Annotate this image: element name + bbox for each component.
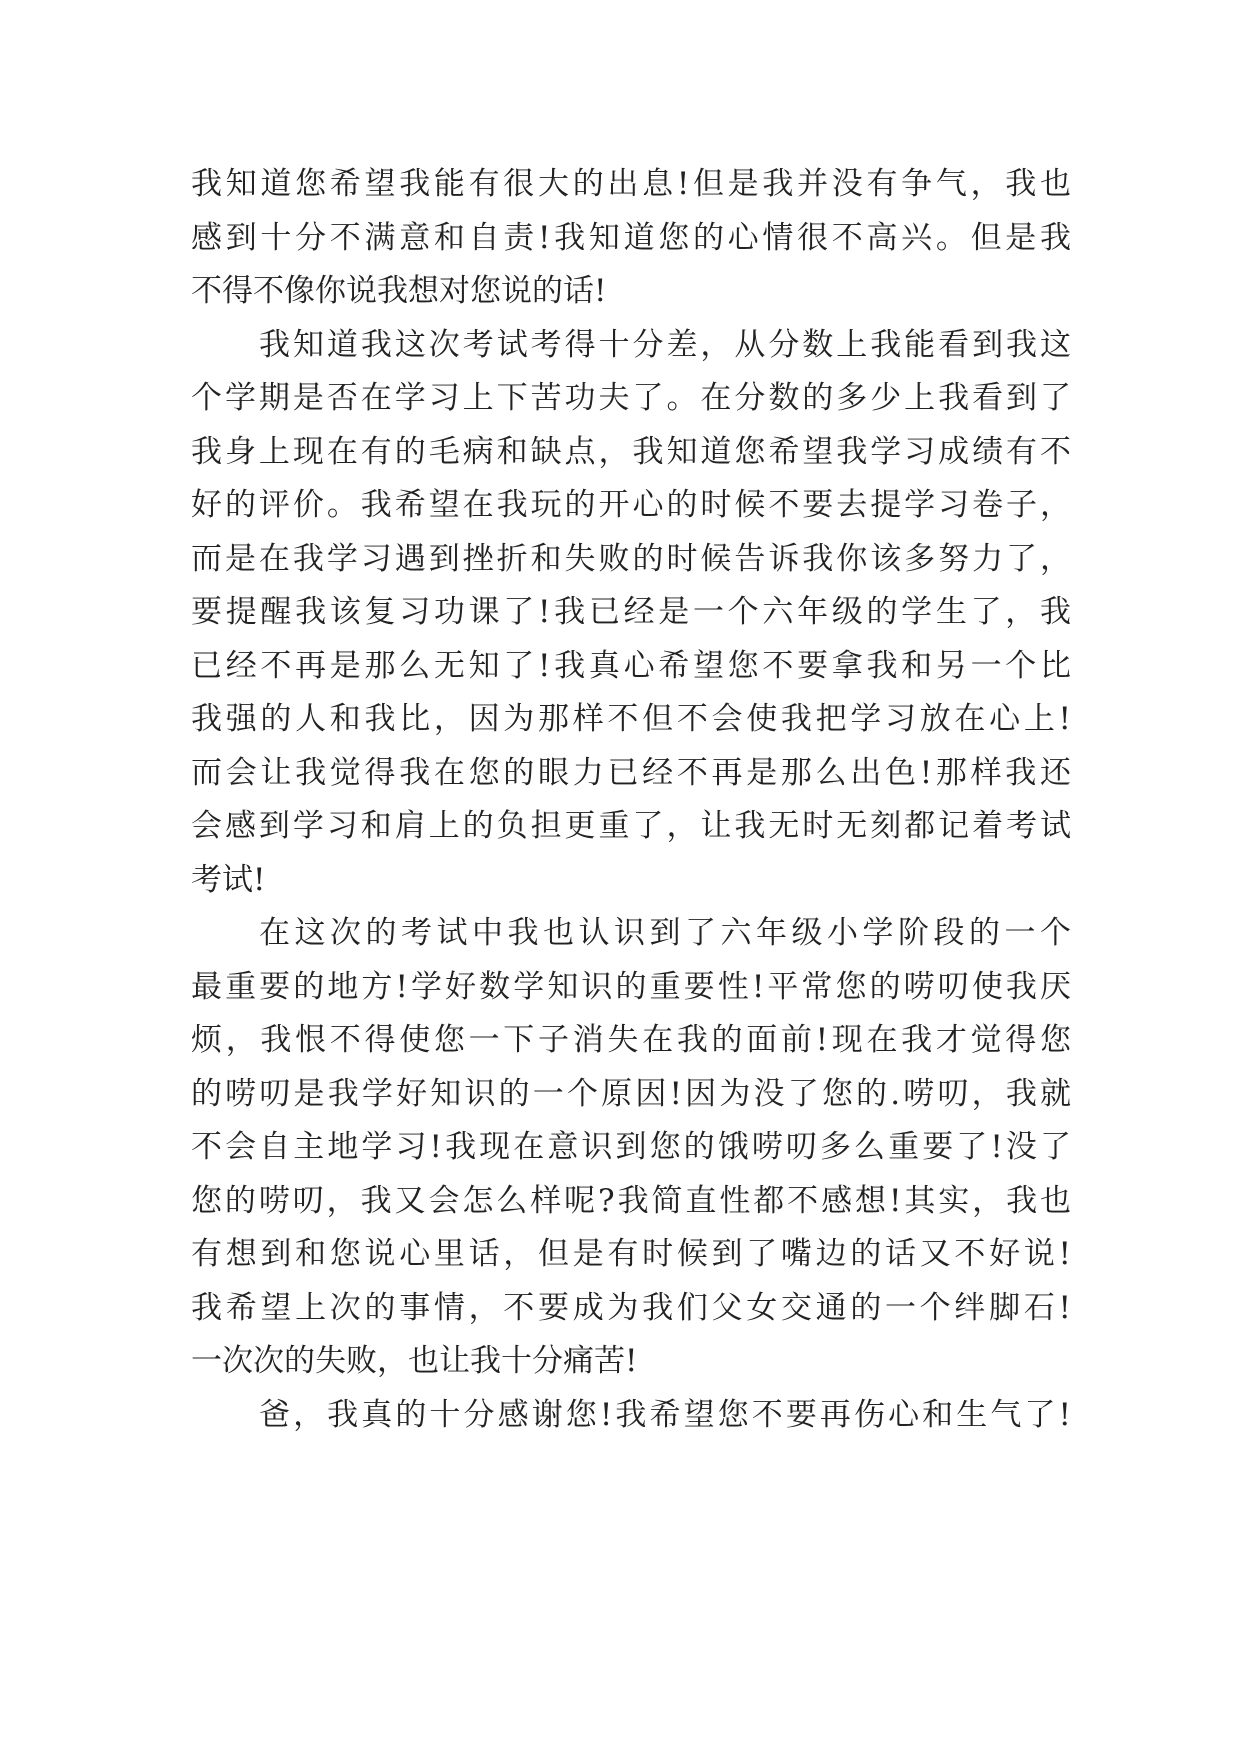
text-line-1: 我知道您希望我能有很大的出息!但是我并没有争气，我也 bbox=[191, 166, 1071, 202]
text-line-9: 要提醒我该复习功课了!我已经是一个六年级的学生了，我 bbox=[191, 594, 1071, 630]
text-line-16: 最重要的地方!学好数学知识的重要性!平常您的唠叨使我厌 bbox=[191, 968, 1071, 1005]
text-line-12: 而会让我觉得我在您的眼力已经不再是那么出色!那样我还 bbox=[191, 754, 1071, 791]
text-line-17: 烦，我恨不得使您一下子消失在我的面前!现在我才觉得您 bbox=[191, 1022, 1071, 1058]
text-line-6: 我身上现在有的毛病和缺点，我知道您希望我学习成绩有不 bbox=[191, 433, 1071, 470]
text-line-5: 个学期是否在学习上下苦功夫了。在分数的多少上我看到了 bbox=[191, 380, 1071, 416]
text-line-19: 不会自主地学习!我现在意识到您的饿唠叨多么重要了!没了 bbox=[191, 1129, 1071, 1165]
text-line-13: 会感到学习和肩上的负担更重了，让我无时无刻都记着考试 bbox=[191, 808, 1071, 844]
text-line-18: 的唠叨是我学好知识的一个原因!因为没了您的.唠叨，我就 bbox=[191, 1075, 1071, 1112]
text-line-8: 而是在我学习遇到挫折和失败的时候告诉我你该多努力了， bbox=[191, 540, 1071, 577]
text-line-23: 一次次的失败，也让我十分痛苦! bbox=[191, 1343, 638, 1379]
text-line-10: 已经不再是那么无知了!我真心希望您不要拿我和另一个比 bbox=[191, 647, 1071, 684]
text-line-11: 我强的人和我比，因为那样不但不会使我把学习放在心上! bbox=[191, 701, 1071, 737]
text-line-2: 感到十分不满意和自责!我知道您的心情很不高兴。但是我 bbox=[191, 219, 1071, 256]
text-line-14: 考试! bbox=[191, 861, 266, 898]
text-line-4: 我知道我这次考试考得十分差，从分数上我能看到我这 bbox=[259, 326, 1071, 363]
text-line-24: 爸，我真的十分感谢您!我希望您不要再伤心和生气了! bbox=[259, 1396, 1071, 1433]
text-line-7: 好的评价。我希望在我玩的开心的时候不要去提学习卷子， bbox=[191, 487, 1071, 523]
text-line-3: 不得不像你说我想对您说的话! bbox=[191, 273, 607, 309]
text-line-21: 有想到和您说心里话，但是有时候到了嘴边的话又不好说! bbox=[191, 1236, 1071, 1272]
text-line-15: 在这次的考试中我也认识到了六年级小学阶段的一个 bbox=[259, 915, 1071, 951]
text-line-20: 您的唠叨，我又会怎么样呢?我简直性都不感想!其实，我也 bbox=[191, 1182, 1071, 1219]
text-line-22: 我希望上次的事情，不要成为我们父女交通的一个绊脚石! bbox=[191, 1289, 1071, 1326]
letter-body bbox=[191, 158, 1071, 1442]
